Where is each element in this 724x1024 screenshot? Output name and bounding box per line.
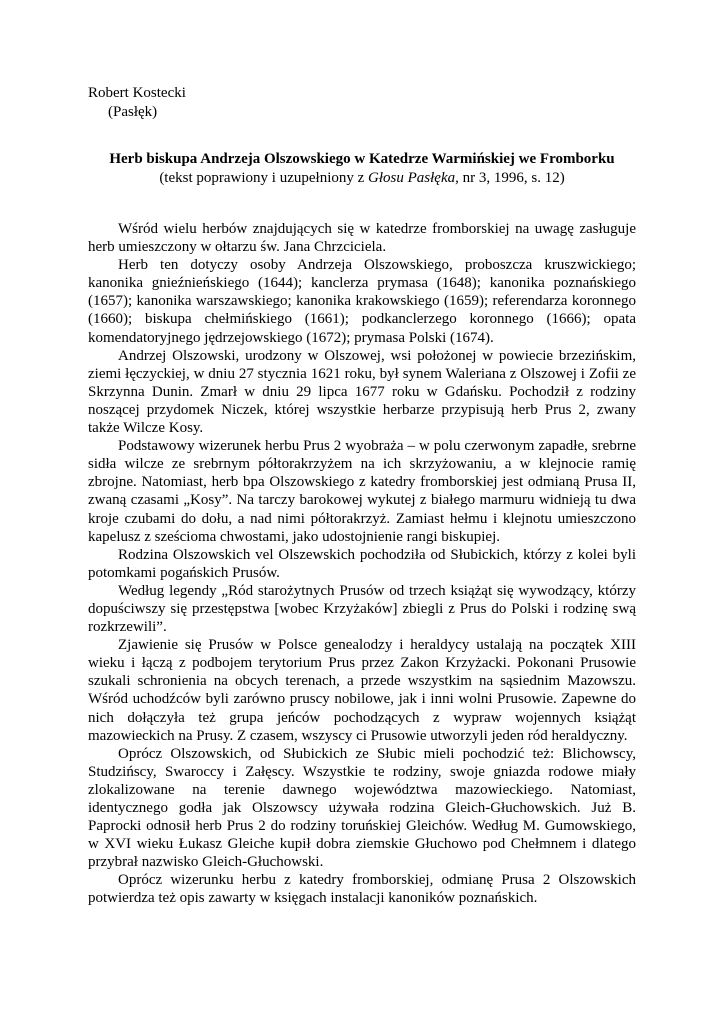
paragraph-3: Andrzej Olszowski, urodzony w Olszowej, wsi położonej w powiecie brzezińskim, ziemi łęczyckiej, w dniu 27 stycznia 1621 roku, był synem Waleriana z Olszowej i Zofii ze Skrzynna Dunin. Zmarł w dniu 29 lipca 1677 roku w Gdańsku. Pochodził z rodziny noszącej przydomek Niczek, której wszystkie herbarze przypisują herb Prus 2, zwany także Wilcze Kosy. xyxy=(88,347,636,437)
author-name: Robert Kostecki xyxy=(88,85,186,101)
paragraph-6: Według legendy „Ród starożytnych Prusów od trzech książąt się wywodzący, którzy dopuściwszy się przestępstwa [wobec Krzyżaków] zbiegli z Prus do Polski i rodzinę swą rozkrzewili”. xyxy=(88,582,636,636)
body-text xyxy=(88,220,636,908)
paragraph-1: Wśród wielu herbów znajdujących się w katedrze fromborskiej na uwagę zasługuje herb umieszczony w ołtarzu św. Jana Chrzciciela. xyxy=(88,221,636,256)
paragraph-7: Zjawienie się Prusów w Polsce genealodzy i heraldycy ustalają na początek XIII wieku i łączą z podbojem terytorium Prus przez Zakon Krzyżacki. Pokonani Prusowie szukali schronienia na obcych terenach, a przede wszystkim na sąsiednim Mazowszu. Wśród uchodźców byli zarówno pruscy nobilowe, jak i inni wolni Prusowie. Zapewne do nich dołączyła też grupa jeńców pochodzących z wypraw wojennych książąt mazowieckich na Prusy. Z czasem, wszyscy ci Prusowie utworzyli jeden ród heraldyczny. xyxy=(88,637,636,744)
author-place: (Pasłęk) xyxy=(108,104,158,120)
paragraph-2: Herb ten dotyczy osoby Andrzeja Olszowskiego, proboszcza kruszwickiego; kanonika gnieźnieńskiego (1644); kanclerza prymasa (1648); kanonika poznańskiego (1657); kanonika warszawskiego; kanonika krakowskiego (1659); referendarza koronnego (1660); biskupa chełmińskiego (1661); podkanclerzego koronnego (1666); opata komendatoryjnego jędrzejowskiego (1672); prymasa Polski (1674). xyxy=(88,257,636,346)
document-title: Herb biskupa Andrzeja Olszowskiego w Katedrze Warmińskiej we Fromborku xyxy=(109,151,615,167)
author-block xyxy=(88,84,186,122)
paragraph-8: Oprócz Olszowskich, od Słubickich ze Słubic mieli pochodzić też: Blichowscy, Studzińscy, Swaroccy i Załęscy. Wszystkie te rodziny, swoje gniazda rodowe miały zlokalizowane na terenie dawnego województwa mazowieckiego. Natomiast, identycznego godła jak Olszowscy używała rodzina Gleich-Głuchowskich. Już B. Paprocki odnosił herb Prus 2 do rodziny toruńskiej Gleichów. Według M. Gumowskiego, w XVI wieku Łukasz Gleiche kupił dobra ziemskie Głuchowo pod Chełmnem i dlatego przybrał nazwisko Gleich-Głuchowski. xyxy=(88,745,636,871)
document-subtitle xyxy=(0,169,724,188)
subtitle-prefix: (tekst poprawiony i uzupełniony z xyxy=(159,170,369,186)
paragraph-9: Oprócz wizerunku herbu z katedry fromborskiej, odmianę Prusa 2 Olszowskich potwierdza też opis zawarty w księgach instalacji kanoników poznańskich. xyxy=(88,872,636,907)
paragraph-5: Rodzina Olszowskich vel Olszewskich pochodziła od Słubickich, którzy z kolei byli potomkami pogańskich Prusów. xyxy=(88,546,636,581)
subtitle-suffix: , nr 3, 1996, s. 12) xyxy=(455,170,565,186)
paragraph-4: Podstawowy wizerunek herbu Prus 2 wyobraża – w polu czerwonym zapadłe, srebrne sidła wilcze ze srebrnym półtorakrzyżem na ich skrzyżowaniu, a w klejnocie ramię zbrojne. Natomiast, herb bpa Olszowskiego z katedry fromborskiej jest odmianą Prusa II, zwaną czasami „Kosy”. Na tarczy barokowej wykutej z białego marmuru widnieją tu dwa kroje czubami do dołu, a nad nimi półtorakrzyż. Zamiast hełmu i klejnotu umieszczono kapelusz z sześcioma chwostami, jako udostojnienie rangi biskupiej. xyxy=(88,438,636,545)
subtitle-journal: Głosu Pasłęka xyxy=(368,170,456,186)
title-block xyxy=(0,150,724,188)
